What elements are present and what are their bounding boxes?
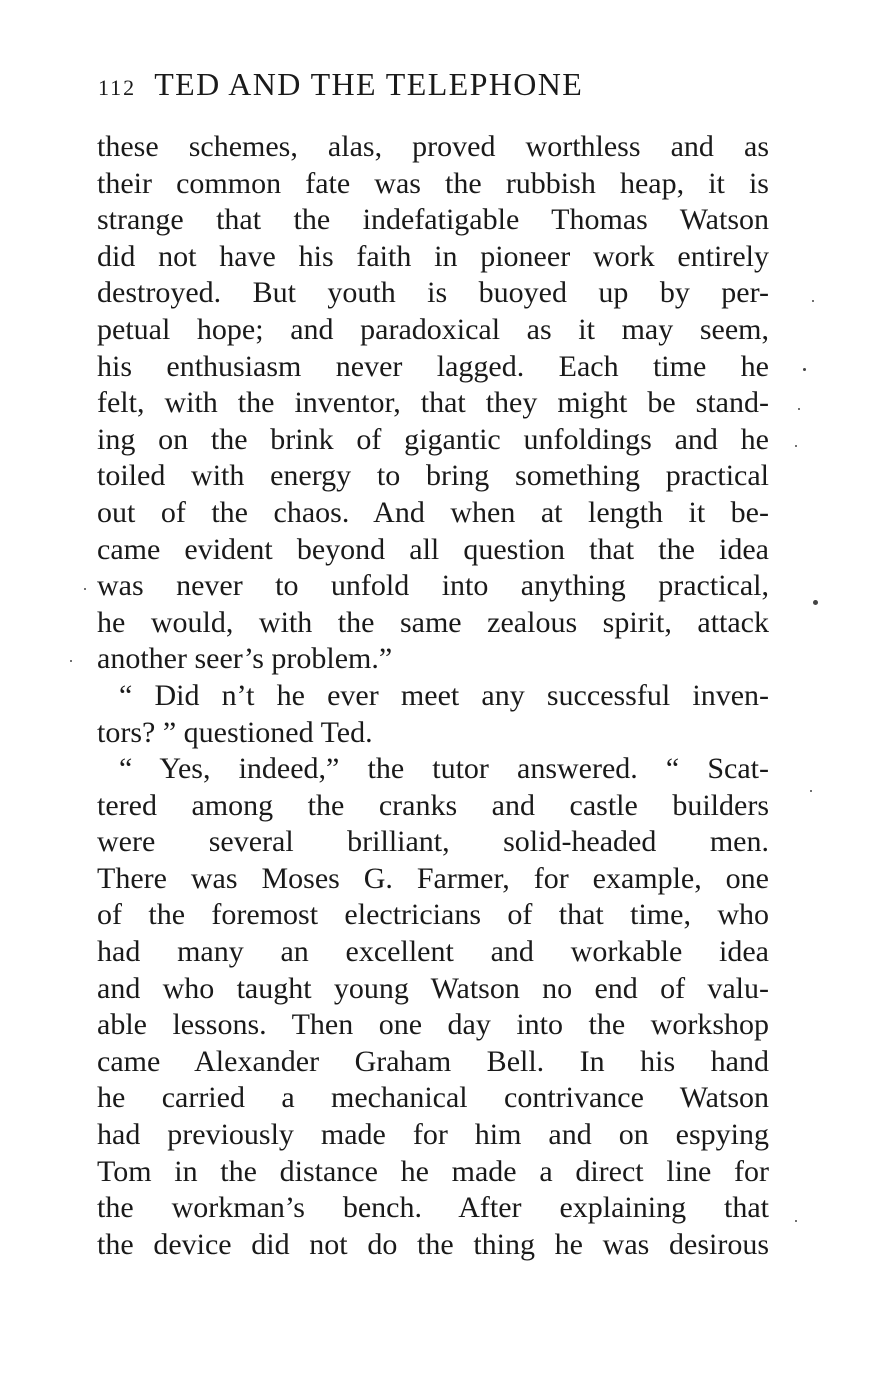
text-line: was never to unfold into anything practical, [97, 569, 769, 603]
ink-speck [795, 1220, 797, 1222]
text-line: these schemes, alas, proved worthless and as [97, 130, 769, 163]
text-line: were several brilliant, solid-headed men. [97, 825, 769, 859]
ink-speck [798, 408, 800, 410]
ink-speck [84, 588, 86, 590]
text-line: There was Moses G. Farmer, for example, one [97, 861, 769, 895]
text-line: out of the chaos. And when at length it be- [97, 495, 769, 529]
ink-speck [803, 368, 806, 371]
text-line: tered among the cranks and castle builders [97, 788, 769, 822]
text-line: came Alexander Graham Bell. In his hand [97, 1044, 769, 1078]
text-line: he carried a mechanical contrivance Watson [97, 1081, 769, 1115]
text-line: toiled with energy to bring something practical [97, 459, 769, 493]
text-line: felt, with the inventor, that they might be stand- [97, 386, 769, 420]
text-line: Tom in the distance he made a direct line for [97, 1154, 769, 1188]
text-line: another seer’s problem.” [97, 642, 393, 676]
text-line: strange that the indefatigable Thomas Watson [97, 203, 769, 237]
text-line: he would, with the same zealous spirit, attack [97, 605, 769, 639]
ink-speck [812, 300, 814, 302]
text-line: the device did not do the thing he was desirous [97, 1227, 769, 1261]
text-line: had previously made for him and on espying [97, 1118, 769, 1152]
text-line: of the foremost electricians of that time, who [97, 898, 769, 932]
text-line: came evident beyond all question that the idea [97, 532, 769, 566]
text-line: and who taught young Watson no end of valu- [97, 971, 769, 1005]
text-line: able lessons. Then one day into the workshop [97, 1008, 769, 1042]
text-line: petual hope; and paradoxical as it may seem, [97, 312, 769, 346]
ink-speck [813, 600, 818, 605]
body-text [97, 129, 769, 1263]
text-line: the workman’s bench. After explaining that [97, 1191, 769, 1225]
text-line: tors? ” questioned Ted. [97, 715, 373, 749]
text-line: “ Yes, indeed,” the tutor answered. “ Scat- [119, 752, 769, 786]
page-number: 112 [98, 75, 137, 100]
text-line: ing on the brink of gigantic unfoldings and he [97, 422, 769, 456]
running-head [98, 62, 778, 106]
text-line: his enthusiasm never lagged. Each time he [97, 349, 769, 383]
ink-speck [70, 660, 72, 662]
text-line: “ Did n’t he ever meet any successful inven- [119, 678, 769, 712]
ink-speck [795, 445, 797, 447]
ink-speck [810, 790, 812, 792]
text-line: had many an excellent and workable idea [97, 935, 769, 969]
running-title: TED AND THE TELEPHONE [154, 66, 584, 102]
text-line: did not have his faith in pioneer work entirely [97, 239, 769, 273]
text-line: destroyed. But youth is buoyed up by per- [97, 276, 769, 310]
text-line: their common fate was the rubbish heap, it is [97, 166, 769, 200]
